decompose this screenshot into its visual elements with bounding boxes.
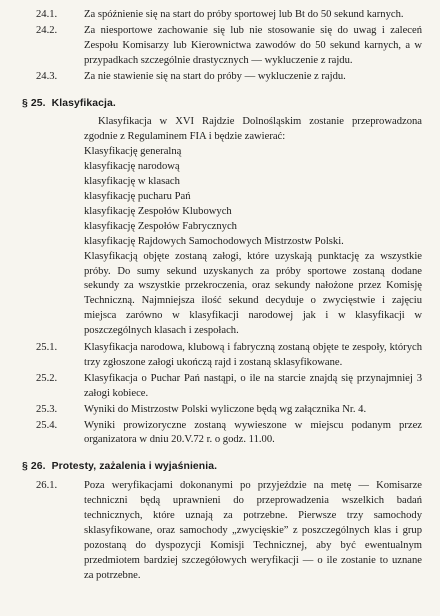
rule-text: Wyniki do Mistrzostw Polski wyliczone będą wg załącznika Nr. 4.: [84, 403, 367, 415]
rule-number: 25.2.: [36, 372, 58, 384]
section-25-heading: [22, 97, 426, 112]
rule-item-25-1: [14, 341, 426, 371]
section-26-heading: [22, 460, 426, 475]
rule-item-25-4: [14, 419, 426, 449]
rule-number: 24.2.: [36, 24, 58, 36]
rule-item-25-3: [14, 403, 426, 418]
rule-item-24-1: [14, 8, 426, 23]
section-title: Protesty, zażalenia i wyjaśnienia.: [51, 461, 218, 473]
rule-text: Za nie stawienie się na start do próby — wykluczenie z rajdu.: [84, 70, 346, 82]
list-item: Klasyfikację generalną: [84, 146, 182, 158]
rule-text: Klasyfikacja o Puchar Pań nastąpi, o ile na starcie znajdą się przynajmniej 3 załogi kobiece.: [84, 372, 422, 399]
rule-text: Poza weryfikacjami dokonanymi po przyjeździe na metę — Komisarze techniczni będą uprawnieni do przeprowadzenia wszelkich badań technicznych, które uznają za potrzebne. Pierwsze trzy samochody sklasyfikowane, oraz samochody „zwycięskie” z poszczególnych klas i grup pozostaną do dyspozycji Komisji Technicznej, aby być ewentualnym przedmiotem bardziej szczegółowych weryfikacji — o ile zostanie to uznane za potrzebne.: [84, 480, 422, 581]
rule-item-26-1: [14, 479, 426, 583]
rule-item-25-2: [14, 372, 426, 402]
rule-item-24-2: [14, 24, 426, 69]
rule-number: 25.1.: [36, 342, 58, 354]
list-item: klasyfikację w klasach: [84, 176, 180, 188]
list-item: klasyfikację Zespołów Klubowych: [84, 205, 232, 217]
list-item: klasyfikację Rajdowych Samochodowych Mistrzostw Polski.: [84, 235, 344, 247]
rule-number: 25.4.: [36, 419, 58, 431]
list-item: klasyfikację Zespołów Fabrycznych: [84, 220, 237, 232]
rule-number: 25.3.: [36, 403, 58, 415]
classification-list: [14, 145, 426, 249]
rule-number: 26.1.: [36, 480, 58, 492]
rule-text: Za spóźnienie się na start do próby sportowej lub Bt do 50 sekund karnych.: [84, 9, 404, 20]
section-title: Klasyfikacja.: [51, 97, 116, 109]
rule-text: Za niesportowe zachowanie się lub nie stosowanie się do uwag i zaleceń Zespołu Komisarzy lub Kierownictwa zawodów do 50 sekund karnych, a w przypadkach szczególnie drastycznych — wykluczenie z rajdu.: [84, 24, 422, 66]
rule-number: 24.1.: [36, 9, 58, 20]
section-symbol: § 26.: [22, 461, 46, 473]
section-symbol: § 25.: [22, 97, 46, 109]
section-25-intro: Klasyfikacja w XVI Rajdzie Dolnośląskim zostanie przeprowadzona zgodnie z Regulaminem FIA i będzie zawierać:: [84, 116, 422, 143]
list-item: klasyfikację pucharu Pań: [84, 190, 191, 202]
rule-text: Klasyfikacja narodowa, klubową i fabryczną zostaną objęte te zespoły, których trzy zgłoszone załogi ukończą rajd i zostaną sklasyfikowane.: [84, 342, 422, 368]
rule-number: 24.3.: [36, 70, 58, 82]
rule-item-24-3: [14, 70, 426, 85]
section-25-paragraph: Klasyfikacją objęte zostaną załogi, które uzyskają punktację za wszystkie próby. Do sumy sekund uzyskanych za próby sportowe zostaną dodane sekundy za wszystkie przekroczenia, oraz sekundy nałożone przez Komisję Techniczną. Najmniejsza ilość sekund decyduje o zwycięstwie i zajęciu miejsca zarówno w klasyfikacji narodowej jak i w klasyfikacji w poszczególnych klasach i zespołach.: [84, 250, 422, 337]
rule-text: Wyniki prowizoryczne zostaną wywieszone w miejscu podanym przez organizatora w dniu 20.V.72 r. o godz. 11.00.: [84, 419, 422, 446]
list-item: klasyfikację narodową: [84, 161, 180, 173]
